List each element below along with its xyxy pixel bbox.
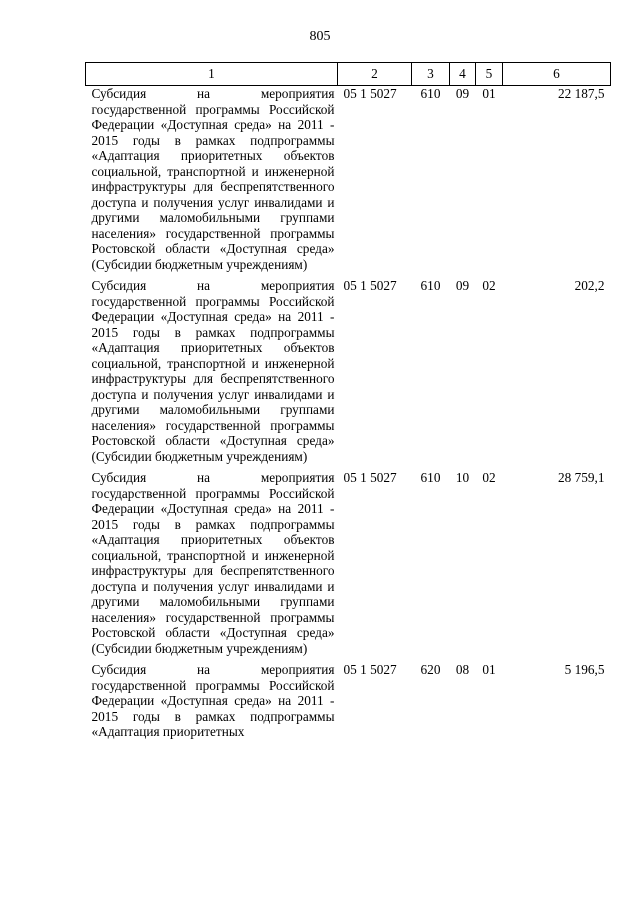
row-description: Субсидия на мероприятия государственной программы Российской Федерации «Доступная среда» на 2011 - 2015 годы в рамках подпрограммы «Адаптация приоритетных объектов социальной, транспортной и инженерной инфраструктуры для беспрепятственного доступа и получения услуг инвалидами и другими маломобильными группами населения» государственной программы Ростовской области «Доступная среда» (Субсидии бюджетным учреждениям) bbox=[91, 470, 335, 656]
header-row bbox=[86, 63, 611, 86]
header-col-2: 2 bbox=[338, 63, 412, 86]
row-section: 09 bbox=[455, 278, 470, 293]
row-section: 08 bbox=[455, 662, 470, 677]
row-amount: 28 759,1 bbox=[557, 470, 605, 485]
row-target-article: 05 1 5027 bbox=[343, 86, 397, 101]
page-number: 805 bbox=[309, 29, 331, 44]
row-section: 09 bbox=[455, 86, 470, 101]
header-col-5: 5 bbox=[476, 63, 503, 86]
row-description: Субсидия на мероприятия государственной программы Российской Федерации «Доступная среда» на 2011 - 2015 годы в рамках подпрограммы «Адаптация приоритетных объектов социальной, транспортной и инженерной инфраструктуры для беспрепятственного доступа и получения услуг инвалидами и другими маломобильными группами населения» государственной программы Ростовской области «Доступная среда» (Субсидии бюджетным учреждениям) bbox=[91, 278, 335, 464]
row-section: 10 bbox=[455, 470, 470, 485]
row-expense-type: 610 bbox=[420, 278, 441, 293]
table-row bbox=[86, 470, 611, 662]
row-description: Субсидия на мероприятия государственной программы Российской Федерации «Доступная среда» на 2011 - 2015 годы в рамках подпрограммы «Адаптация приоритетных bbox=[91, 662, 335, 739]
header-col-4: 4 bbox=[450, 63, 476, 86]
row-subsection: 01 bbox=[482, 86, 496, 101]
row-description: Субсидия на мероприятия государственной программы Российской Федерации «Доступная среда» на 2011 - 2015 годы в рамках подпрограммы «Адаптация приоритетных объектов социальной, транспортной и инженерной инфраструктуры для беспрепятственного доступа и получения услуг инвалидами и другими маломобильными группами населения» государственной программы Ростовской области «Доступная среда» (Субсидии бюджетным учреждениям) bbox=[91, 86, 335, 272]
row-expense-type: 610 bbox=[420, 470, 441, 485]
header-col-6: 6 bbox=[503, 63, 611, 86]
row-amount: 202,2 bbox=[574, 278, 605, 293]
row-amount: 22 187,5 bbox=[557, 86, 605, 101]
row-expense-type: 620 bbox=[420, 662, 441, 677]
budget-table bbox=[85, 62, 611, 746]
row-target-article: 05 1 5027 bbox=[343, 662, 397, 677]
row-amount: 5 196,5 bbox=[564, 662, 605, 677]
row-target-article: 05 1 5027 bbox=[343, 470, 397, 485]
table-row bbox=[86, 662, 611, 746]
row-subsection: 02 bbox=[482, 470, 496, 485]
table-row bbox=[86, 278, 611, 470]
header-col-1: 1 bbox=[86, 63, 338, 86]
row-target-article: 05 1 5027 bbox=[343, 278, 397, 293]
header-col-3: 3 bbox=[412, 63, 450, 86]
row-subsection: 02 bbox=[482, 278, 496, 293]
row-expense-type: 610 bbox=[420, 86, 441, 101]
row-subsection: 01 bbox=[482, 662, 496, 677]
table-row bbox=[86, 86, 611, 279]
